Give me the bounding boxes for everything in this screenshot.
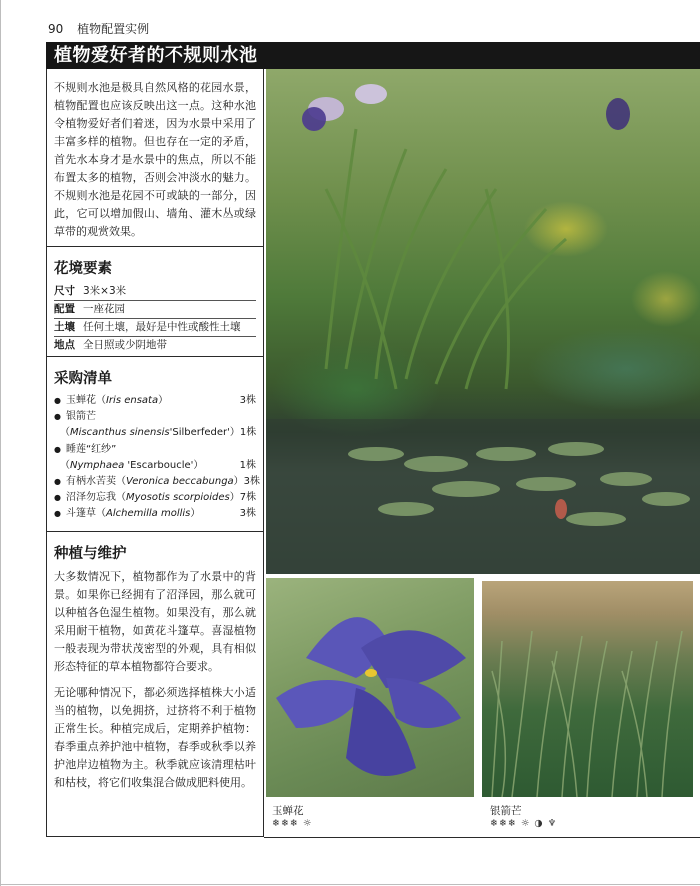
list-item: ● 斗篷草（Alchemilla mollis） 3株 — [54, 506, 256, 522]
fact-key: 地点 — [54, 339, 75, 351]
care-paragraph: 无论哪种情况下，都必须选择植株大小适当的植物，以免拥挤，过挤将不利于植物正常生长。种植完成后，定期养护植物：春季重点养护池中植物，春季或秋季以养护池岸边植物为主。秋季就应该清理枯叶和枯枝，将它们收集混合做成肥料使用。 — [54, 686, 256, 789]
fact-value: 任何土壤，最好是中性或酸性土壤 — [83, 321, 241, 333]
shopping-section — [47, 357, 263, 532]
iris-caption: 玉蝉花 — [272, 805, 304, 817]
running-head — [48, 20, 149, 37]
page-number: 90 — [48, 22, 64, 36]
pond-illustration — [266, 69, 700, 574]
fact-key: 尺寸 — [54, 285, 75, 297]
quantity: 3株 — [239, 508, 256, 520]
fact-key: 配置 — [54, 303, 75, 315]
grass-hardiness-icons: ❄❄❄ ☼ ◑ ♆ — [490, 818, 558, 829]
text-column — [46, 69, 264, 837]
book-section: 植物配置实例 — [77, 22, 150, 36]
page-title: 植物爱好者的不规则水池 — [46, 42, 700, 69]
shopping-heading: 采购清单 — [54, 371, 112, 387]
facts-heading: 花境要素 — [54, 261, 112, 277]
list-item: ● 玉蝉花（Iris ensata） 3株 — [54, 393, 256, 409]
grass-photo — [482, 581, 693, 797]
intro-paragraph: 不规则水池是极具自然风格的花园水景，植物配置也应该反映出这一点。这种水池令植物爱好者们着迷，因为水景中采用了丰富多样的植物。但也存在一定的矛盾，首先水本身才是水景中的焦点，所以不能布置太多的植物，否则会冲淡水的魅力。不规则水池是花园不可或缺的一部分，因此，它可以增加假山、墙角、灌木丛或绿草带的观赏效果。 — [54, 81, 256, 238]
list-item: ● 银箭芒 — [54, 411, 96, 423]
list-item-sub: （Miscanthus sinensis'Silberfeder'） 1株 — [54, 425, 256, 441]
shopping-list — [54, 393, 261, 523]
intro-section — [47, 69, 263, 247]
list-item-sub: （Nymphaea 'Escarboucle'） 1株 — [54, 458, 256, 474]
quantity: 3株 — [239, 395, 256, 406]
quantity: 1株 — [239, 427, 257, 439]
fact-key: 土壤 — [54, 321, 75, 333]
fact-value: 一座花园 — [83, 303, 125, 315]
iris-photo — [266, 578, 474, 797]
page-edge — [0, 0, 1, 886]
list-item: ● 睡莲“红纱” — [54, 443, 117, 455]
fact-value: 3米×3米 — [83, 285, 127, 297]
list-item: ● 有柄水苦荬（Veronica beccabunga） 3株 — [54, 474, 256, 490]
care-heading: 种植与维护 — [54, 546, 127, 562]
fact-value: 全日照或少阴地带 — [83, 339, 167, 351]
quantity: 1株 — [239, 459, 256, 471]
care-paragraph: 大多数情况下，植物都作为了水景中的背景。如果你已经拥有了沼泽园，那么就可以种植各色湿生植物。如果没有，那么就采用耐干植物，如黄花斗篷草。喜湿植物一般表现为带状茂密型的外观，具有相似形态特征的草本植物都符合要求。 — [54, 570, 256, 673]
care-section — [47, 532, 263, 806]
quantity: 7株 — [239, 492, 257, 504]
fact-row-layout — [54, 301, 256, 319]
grass-illustration — [482, 581, 693, 797]
fact-row-size — [54, 283, 256, 301]
list-item: ● 沼泽勿忘我（Myosotis scorpioides） 7株 — [54, 490, 256, 506]
iris-illustration — [266, 578, 474, 797]
grass-caption: 银箭芒 — [490, 805, 522, 817]
iris-hardiness-icons: ❄❄❄ ☼ — [272, 818, 313, 829]
quantity: 3株 — [243, 476, 261, 488]
pond-photo — [266, 69, 700, 574]
fact-row-site — [54, 337, 256, 354]
bottom-rule — [264, 837, 700, 838]
facts-section — [47, 247, 263, 357]
fact-row-soil — [54, 319, 256, 337]
page-bottom-edge — [0, 884, 700, 885]
